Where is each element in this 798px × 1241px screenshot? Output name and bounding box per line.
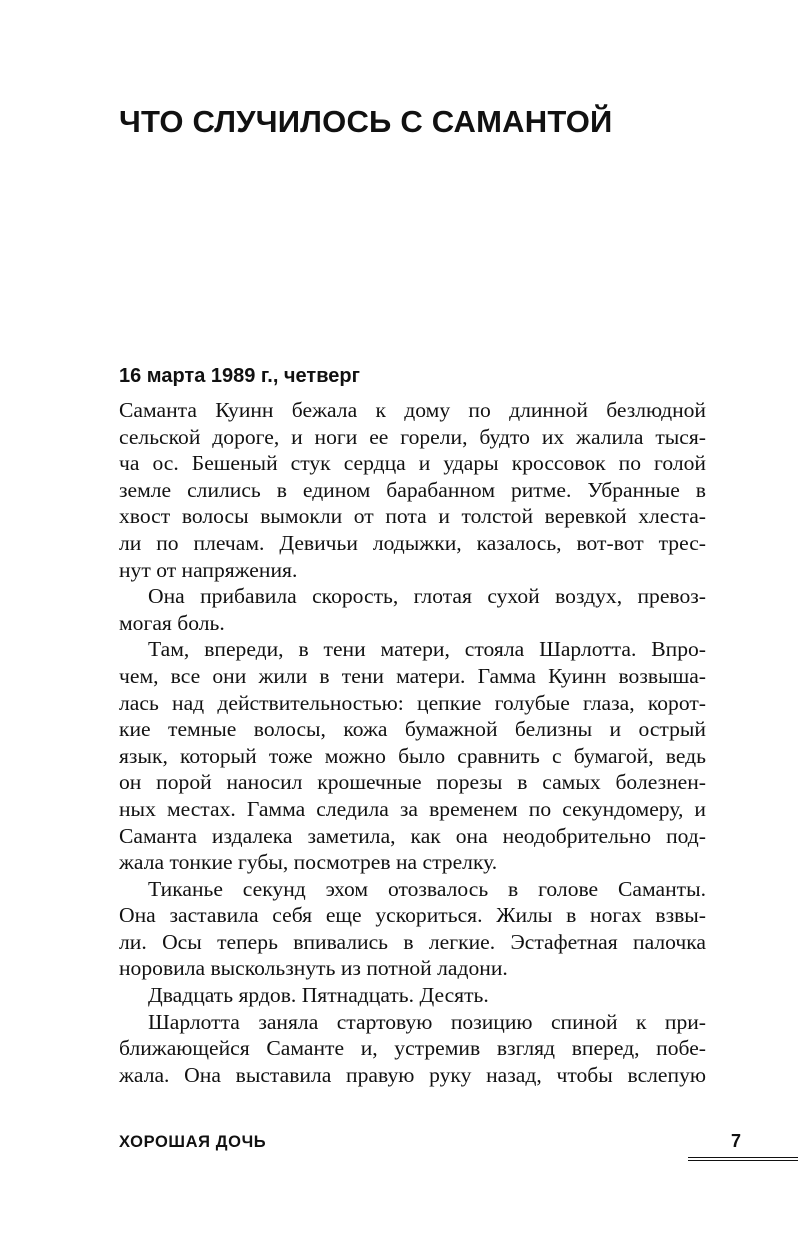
text-line: могая боль. [119,610,225,635]
text-line: земле слились в едином барабанном ритме. Убранные в [119,477,706,502]
text-line: норовила выскользнуть из потной ладони. [119,956,508,981]
text-line: Шарлотта заняла стартовую позицию спиной к при- [148,1009,706,1034]
text-line: ных местах. Гамма следила за временем по секундомеру, и [119,796,706,821]
text-line: Там, впереди, в тени матери, стояла Шарлотта. Впро- [148,637,706,662]
footer-rule [688,1160,798,1161]
chapter-title: ЧТО СЛУЧИЛОСЬ С САМАНТОЙ [119,104,613,139]
footer-rule [688,1157,798,1158]
text-line: Она прибавила скорость, глотая сухой воздух, превоз- [148,584,706,609]
text-line: Двадцать ярдов. Пятнадцать. Десять. [148,983,489,1008]
text-line: ли. Осы теперь впивались в легкие. Эстафетная палочка [119,929,706,954]
text-line: ча ос. Бешеный стук сердца и удары кроссовок по голой [119,451,706,476]
text-line: сельской дороге, и ноги ее горели, будто их жалила тыся- [119,424,706,449]
page-number: 7 [731,1131,742,1151]
text-line: язык, который тоже можно было сравнить с бумагой, ведь [119,743,706,768]
text-line: жала. Она выставила правую руку назад, чтобы вслепую [119,1062,706,1087]
text-line: Саманта Куинн бежала к дому по длинной безлюдной [119,398,706,422]
chapter-date-heading: 16 марта 1989 г., четверг [119,365,360,387]
body-text [119,397,706,1088]
text-line: ближающейся Саманте и, устремив взгляд вперед, побе- [119,1036,706,1061]
text-line: хвост волосы вымокли от пота и толстой веревкой хлеста- [119,504,706,529]
text-line: лась над действительностью: цепкие голубые глаза, корот- [119,690,706,715]
text-line: ли по плечам. Девичьи лодыжки, казалось, вот-вот трес- [119,530,706,555]
text-line: Она заставила себя еще ускориться. Жилы в ногах взвы- [119,903,706,928]
text-line: нут от напряжения. [119,557,298,582]
text-line: Саманта издалека заметила, как она неодобрительно под- [119,823,706,848]
text-line: чем, все они жили в тени матери. Гамма Куинн возвыша- [119,663,706,688]
text-line: жала тонкие губы, посмотрев на стрелку. [119,850,498,875]
running-footer-title: ХОРОШАЯ ДОЧЬ [119,1133,267,1151]
text-line: кие темные волосы, кожа бумажной белизны и острый [119,717,706,742]
text-line: он порой наносил крошечные порезы в самых болезнен- [119,770,706,795]
text-line: Тиканье секунд эхом отозвалось в голове Саманты. [148,876,706,901]
